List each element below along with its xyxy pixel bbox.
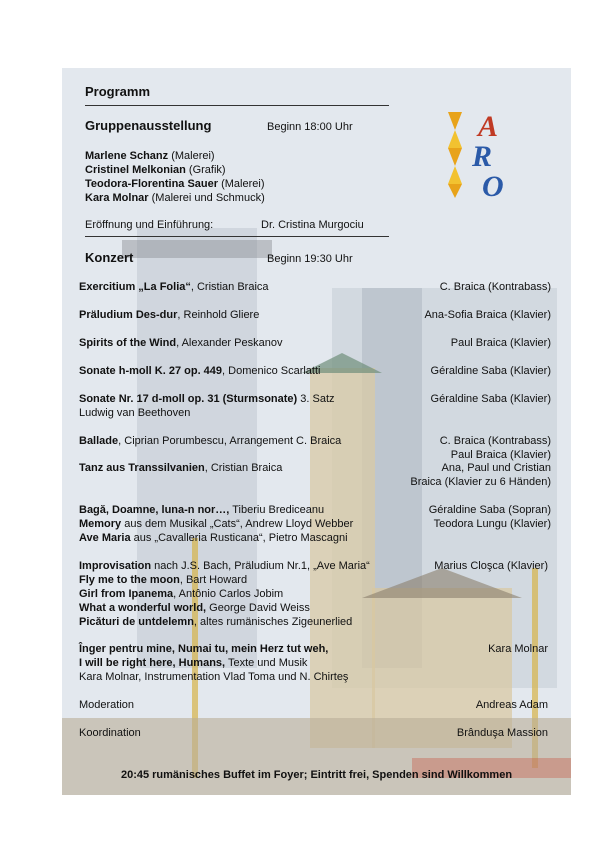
- artist-line: Teodora-Florentina Sauer (Malerei): [85, 178, 265, 190]
- footer-note: 20:45 rumänisches Buffet im Foyer; Eintritt frei, Spenden sind Willkommen: [120, 769, 513, 781]
- credits-line: Kara Molnar, Instrumentation Vlad Toma und N. Chirteş: [79, 671, 349, 683]
- logo-letter-o: O: [482, 170, 504, 200]
- program-flyer: [62, 68, 571, 795]
- performer: Ana, Paul und Cristian: [441, 462, 551, 474]
- opening-person: Dr. Cristina Murgociu: [261, 219, 364, 231]
- performer: Paul Braica (Klavier): [450, 337, 551, 349]
- exhibition-time: Beginn 18:00 Uhr: [267, 121, 353, 133]
- performer: Géraldine Saba (Klavier): [430, 393, 551, 405]
- divider: [85, 105, 389, 106]
- program-item: What a wonderful world, George David Weiss: [79, 602, 310, 614]
- page-title: Programm: [85, 84, 151, 99]
- performer: Géraldine Saba (Klavier): [430, 365, 551, 377]
- performer: Teodora Lungu (Klavier): [433, 518, 551, 530]
- program-item: Sonate Nr. 17 d-moll op. 31 (Sturmsonate) 3. Satz: [79, 393, 335, 405]
- program-item: Präludium Des-dur, Reinhold Gliere: [79, 309, 260, 321]
- performer: Braica (Klavier zu 6 Händen): [410, 476, 551, 488]
- performer: Géraldine Saba (Sopran): [428, 504, 551, 516]
- performer: Kara Molnar: [488, 643, 548, 655]
- program-item: Înger pentru mine, Numai tu, mein Herz tut weh,: [79, 643, 329, 655]
- program-item: Tanz aus Transsilvanien, Cristian Braica: [79, 462, 283, 474]
- artist-line: Cristinel Melkonian (Grafik): [85, 164, 226, 176]
- performer: C. Braica (Kontrabass): [439, 281, 551, 293]
- church-tower: [310, 368, 375, 748]
- exhibition-heading: Gruppenausstellung: [85, 118, 212, 133]
- logo-letter-r: R: [472, 140, 493, 173]
- program-item: Sonate h-moll K. 27 op. 449, Domenico Scarlatti: [79, 365, 321, 377]
- performer: C. Braica (Kontrabass): [439, 435, 551, 447]
- program-item: Spirits of the Wind, Alexander Peskanov: [79, 337, 283, 349]
- koordination-label: Koordination: [79, 727, 141, 739]
- program-item: Ballade, Ciprian Porumbescu, Arrangement C. Braica: [79, 435, 342, 447]
- moderation-name: Andreas Adam: [475, 699, 548, 711]
- program-item: Girl from Ipanema, Antônio Carlos Jobim: [79, 588, 284, 600]
- aro-logo: [442, 108, 510, 200]
- artist-line: Marlene Schanz (Malerei): [85, 150, 215, 162]
- moderation-label: Moderation: [79, 699, 135, 711]
- left-tower-top: [122, 240, 272, 258]
- concert-heading: Konzert: [85, 250, 134, 265]
- program-item: Exercitium „La Folia“, Cristian Braica: [79, 281, 269, 293]
- koordination-name: Brânduşa Massion: [456, 727, 548, 739]
- program-item: I will be right here, Humans, Texte und Musik: [79, 657, 308, 669]
- performer: Marius Cloşca (Klavier): [434, 560, 548, 572]
- divider: [85, 236, 389, 237]
- program-item: Memory aus dem Musikal „Cats“, Andrew Lloyd Webber: [79, 518, 354, 530]
- program-item: Ave Maria aus „Cavalleria Rusticana“, Pietro Mascagni: [79, 532, 348, 544]
- concert-time: Beginn 19:30 Uhr: [267, 253, 353, 265]
- program-item: Fly me to the moon, Bart Howard: [79, 574, 248, 586]
- program-item: Bagă, Doamne, luna-n nor…, Tiberiu Brediceanu: [79, 504, 325, 516]
- program-item-composer: Ludwig van Beethoven: [79, 407, 191, 419]
- opening-label: Eröffnung und Einführung:: [85, 219, 214, 231]
- performer: Ana-Sofia Braica (Klavier): [424, 309, 551, 321]
- artist-line: Kara Molnar (Malerei und Schmuck): [85, 192, 265, 204]
- performer: Paul Braica (Klavier): [450, 449, 551, 461]
- program-item: Picături de untdelemn, altes rumänisches Zigeunerlied: [79, 616, 353, 628]
- logo-letter-a: A: [478, 110, 499, 143]
- program-item: Improvisation nach J.S. Bach, Präludium Nr.1, „Ave Maria“: [79, 560, 370, 572]
